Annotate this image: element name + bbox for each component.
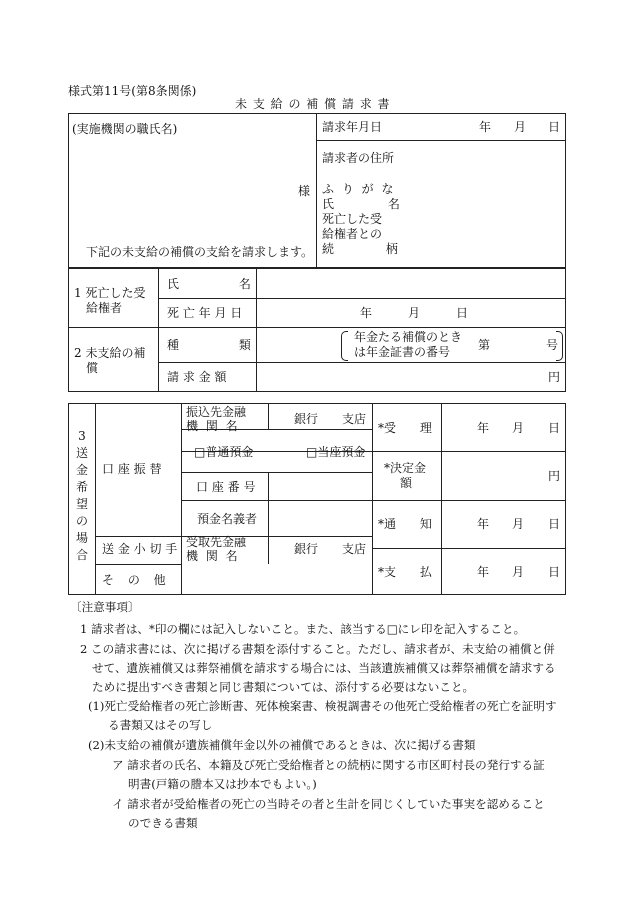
sama-label: 様: [298, 184, 311, 198]
receive-branch-word: 支店: [342, 542, 367, 556]
relation-label-2: 給権者との: [322, 227, 383, 241]
note-2a-line-2: る書類又はその写し: [108, 718, 213, 732]
receive-bank-label-1: 受取先金融: [186, 535, 247, 549]
amount-label: 請 求 金 額: [167, 370, 227, 384]
dai-label: 第: [478, 338, 491, 352]
payment-label: *支 払: [378, 565, 432, 579]
note-2b-a-line-1: ア 請求者の氏名、本籍及び死亡受給権者との続柄に関する市区町村長の発行する証: [112, 758, 545, 772]
pension-note-2: は年金証書の番号: [354, 345, 451, 359]
type-label: 種 類: [167, 338, 251, 352]
receipt-month: 月: [512, 421, 525, 435]
left-bracket: [341, 331, 348, 361]
ordinary-deposit-checkbox[interactable]: □普通預金: [194, 445, 254, 459]
decided-yen: 円: [548, 469, 561, 483]
recipient-label: (実施機関の職氏名): [72, 122, 178, 136]
note-2b-i-line-1: イ 請求者が受給権者の死亡の当時その者と生計を同じくしていた事実を認めること: [112, 797, 545, 811]
notice-day: 日: [548, 517, 561, 531]
payment-day: 日: [548, 565, 561, 579]
note-2-line-2: せて、遺族補償又は葬祭補償を請求する場合には、当該遺族補償又は葬祭補償を請求する: [92, 661, 556, 675]
yen-label: 円: [548, 370, 561, 384]
branch-word: 支店: [342, 412, 367, 426]
go-label: 号: [546, 338, 559, 352]
relation-label-1: 死亡した受: [322, 212, 383, 226]
form-number: 様式第11号(第8条関係): [68, 84, 197, 98]
note-2-line-1: 2 この請求書には、次に掲げる書類を添付すること。ただし、請求者が、未支給の補償と併: [80, 642, 555, 656]
note-2b: (2)未支給の補償が遺族補償年金以外の補償であるときは、次に掲げる書類: [88, 738, 476, 752]
note-2a-line-1: (1)死亡受給権者の死亡診断書、死体検案書、検視調書その他死亡受給権者の死亡を証明す: [88, 699, 557, 713]
day-label: 日: [548, 120, 561, 134]
section3-heading-text: 3送金希望の場合: [76, 429, 89, 562]
other-label: そ の 他: [102, 573, 166, 587]
bank-word: 銀行: [294, 412, 319, 426]
account-transfer-label: 口 座 振 替: [102, 462, 162, 476]
death-day-label: 日: [456, 306, 469, 320]
address-label: 請求者の住所: [322, 151, 395, 165]
month-label: 月: [514, 120, 527, 134]
furigana-label: ふ り が な: [322, 182, 396, 196]
account-holder-label: 預金名義者: [197, 512, 258, 526]
request-statement: 下記の未支給の補償の支給を請求します。: [86, 245, 314, 259]
current-deposit-checkbox[interactable]: □当座預金: [306, 445, 366, 459]
note-1: 1 請求者は、*印の欄には記入しないこと。また、該当する□にレ印を記入すること。: [80, 622, 526, 636]
payment-year: 年: [477, 565, 490, 579]
relation-label-3: 続 柄: [322, 242, 398, 256]
payment-month: 月: [512, 565, 525, 579]
name-label: 氏 名: [322, 197, 400, 211]
receipt-day: 日: [548, 421, 561, 435]
pension-note-1: 年金たる補償のとき: [354, 330, 463, 344]
notice-month: 月: [512, 517, 525, 531]
notice-year: 年: [477, 517, 490, 531]
deceased-name-label: 氏 名: [167, 277, 251, 291]
section1-heading-1: 1 死亡した受: [74, 286, 146, 300]
receipt-year: 年: [477, 421, 490, 435]
note-2-line-3: ために提出すべき書類と同じ書類については、添付する必要はないこと。: [92, 680, 475, 694]
receive-bank-label-2: 機 関 名: [186, 549, 238, 563]
right-bracket: [556, 331, 563, 361]
bank-label-1: 振込先金融: [186, 405, 247, 419]
section2-heading-2: 償: [86, 361, 99, 375]
receipt-label: *受 理: [378, 421, 432, 435]
note-2b-i-line-2: のできる書類: [128, 816, 198, 830]
account-number-label: 口 座 番 号: [196, 480, 256, 494]
section1-heading-2: 給権者: [86, 301, 123, 315]
note-2b-a-line-2: 明書(戸籍の謄本又は抄本でもよい。): [128, 777, 317, 791]
death-month-label: 月: [408, 306, 421, 320]
section3-heading: [76, 428, 90, 578]
notes-heading: 〔注意事項〕: [70, 600, 140, 614]
decided-amount-label-1: *決定金: [384, 461, 427, 475]
decided-amount-label-2: 額: [400, 476, 413, 490]
death-year-label: 年: [360, 306, 373, 320]
section2-heading-1: 2 未支給の補: [74, 346, 146, 360]
bank-label-2: 機 関 名: [186, 419, 238, 433]
check-label: 送 金 小 切 手: [102, 542, 178, 556]
form-title: 未 支 給 の 補 償 請 求 書: [235, 97, 391, 111]
remittance-box: [68, 403, 566, 595]
year-label: 年: [479, 120, 492, 134]
receive-bank-word: 銀行: [294, 542, 319, 556]
notice-label: *通 知: [378, 517, 432, 531]
death-date-label: 死 亡 年 月 日: [167, 306, 243, 320]
request-date-label: 請求年月日: [322, 120, 383, 134]
